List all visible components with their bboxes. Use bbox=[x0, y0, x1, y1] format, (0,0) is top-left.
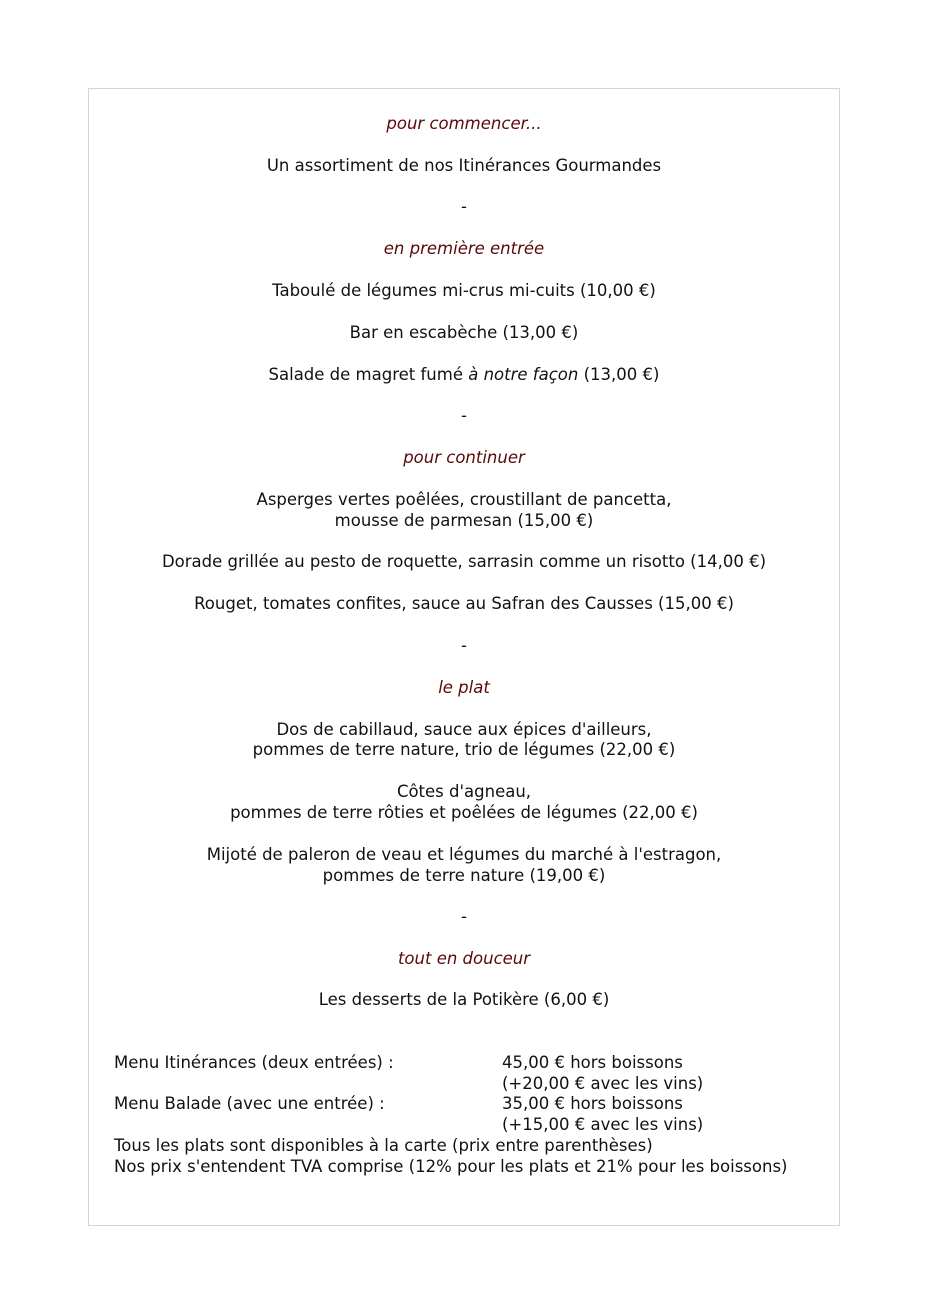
menu-item: Un assortiment de nos Itinérances Gourmandes bbox=[266, 156, 662, 175]
menu-price: 45,00 € hors boissons bbox=[502, 1053, 683, 1072]
menu-item: Dorade grillée au pesto de roquette, sarrasin comme un risotto (14,00 €) bbox=[161, 552, 767, 571]
item-italic-text: à notre façon bbox=[468, 365, 579, 384]
separator: - bbox=[461, 197, 467, 216]
menu-item: Rouget, tomates confites, sauce au Safran des Causses (15,00 €) bbox=[194, 594, 734, 613]
menu-item: Asperges vertes poêlées, croustillant de pancetta, bbox=[256, 490, 672, 509]
item-price: (13,00 €) bbox=[578, 365, 660, 384]
menu-page bbox=[88, 88, 840, 1226]
note-vat: Nos prix s'entendent TVA comprise (12% pour les plats et 21% pour les boissons) bbox=[114, 1157, 788, 1176]
menu-item-line2: pommes de terre nature (19,00 €) bbox=[322, 866, 606, 885]
menu-item bbox=[89, 364, 839, 385]
menu-wine-price: (+15,00 € avec les vins) bbox=[502, 1115, 704, 1134]
menu-label: Menu Balade (avec une entrée) : bbox=[114, 1094, 385, 1113]
section-heading-dessert: tout en douceur bbox=[397, 949, 531, 968]
menu-wine-price: (+20,00 € avec les vins) bbox=[502, 1074, 704, 1093]
menu-item: Taboulé de légumes mi-crus mi-cuits (10,00 €) bbox=[272, 281, 656, 300]
menu-item-line2: mousse de parmesan (15,00 €) bbox=[334, 511, 594, 530]
note-a-la-carte: Tous les plats sont disponibles à la carte (prix entre parenthèses) bbox=[114, 1136, 653, 1155]
menu-item: Côtes d'agneau, bbox=[396, 782, 532, 801]
menu-item: Les desserts de la Potikère (6,00 €) bbox=[318, 990, 610, 1009]
menu-label: Menu Itinérances (deux entrées) : bbox=[114, 1053, 394, 1072]
menu-price: 35,00 € hors boissons bbox=[502, 1094, 683, 1113]
menu-item: Dos de cabillaud, sauce aux épices d'ailleurs, bbox=[276, 720, 652, 739]
section-heading-main: le plat bbox=[438, 678, 490, 697]
item-text: Salade de magret fumé bbox=[268, 365, 469, 384]
menu-item-line2: pommes de terre nature, trio de légumes (22,00 €) bbox=[252, 740, 676, 759]
section-heading-continue: pour continuer bbox=[403, 448, 525, 467]
separator: - bbox=[461, 636, 467, 655]
separator: - bbox=[461, 907, 467, 926]
section-heading-first-entree: en première entrée bbox=[383, 239, 545, 258]
menu-item-line2: pommes de terre rôties et poêlées de légumes (22,00 €) bbox=[230, 803, 698, 822]
menu-item: Mijoté de paleron de veau et légumes du marché à l'estragon, bbox=[206, 845, 722, 864]
separator: - bbox=[461, 406, 467, 425]
section-heading-starter: pour commencer... bbox=[386, 114, 542, 133]
menu-item: Bar en escabèche (13,00 €) bbox=[349, 323, 579, 342]
